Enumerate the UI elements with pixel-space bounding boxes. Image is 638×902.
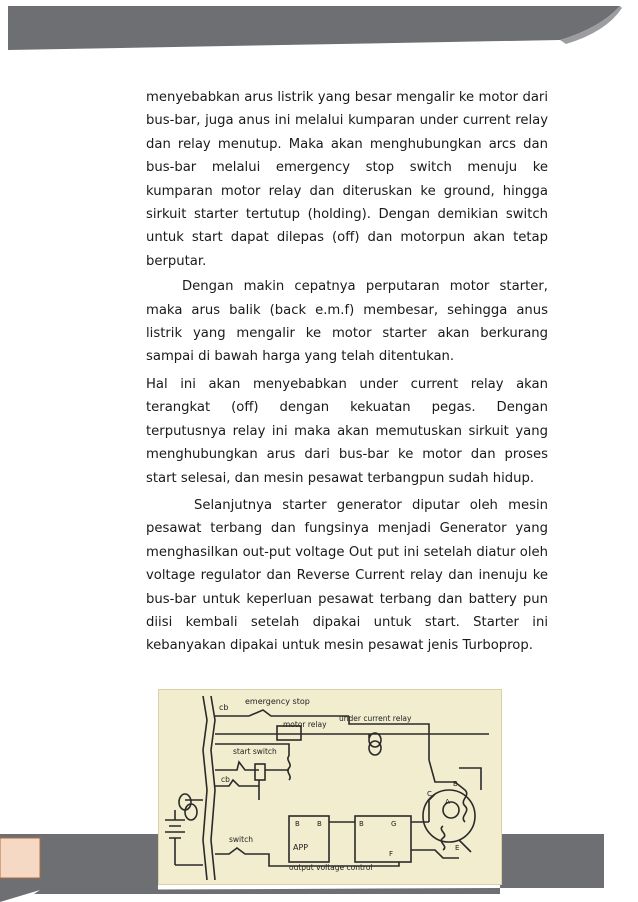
circuit-diagram: [158, 689, 502, 885]
label-under-current-relay: under current relay: [339, 714, 412, 723]
label-term-e: E: [455, 844, 460, 852]
header-band: [0, 0, 638, 60]
paragraph-3: Hal ini akan menyebabkan under current relay akan terangkat (off) dengan kekuatan pegas. Dengan terputusnya relay ini maka akan memutuskan sirkuit yang menghubungkan arus dari bus-bar ke motor dan proses start selesai, dan mesin pesawat terbangpun sudah hidup.: [146, 376, 548, 486]
label-cb-top: cb: [219, 703, 229, 712]
label-start-switch: start switch: [233, 747, 277, 756]
label-motor-relay: motor relay: [283, 720, 327, 729]
paragraph-4: Selanjutnya starter generator diputar oleh mesin pesawat terbang dan fungsinya menjadi Generator yang menghasilkan out-put voltage Out put ini setelah diatur oleh voltage regulator dan Reverse Current relay dan inenuju ke bus-bar untuk keperluan pesawat terbang dan battery pun diisi kembali setelah dipakai untuk start. Starter ini kebanyakan dipakai untuk mesin pesawat jenis Turboprop.: [146, 497, 548, 654]
label-term-b2: B: [317, 820, 322, 828]
label-term-f: F: [389, 850, 394, 858]
label-cb-mid: cb: [221, 775, 230, 784]
label-term-g: G: [391, 820, 397, 828]
label-term-b1: B: [295, 820, 300, 828]
label-term-b3: B: [359, 820, 364, 828]
label-emergency-stop: emergency stop: [245, 697, 310, 706]
label-output-voltage-control: output voltage control: [289, 863, 373, 872]
label-term-a: A: [445, 798, 450, 806]
label-term-b4: B: [453, 780, 458, 788]
label-app: APP: [293, 843, 309, 852]
paragraph-1: menyebabkan arus listrik yang besar mengalir ke motor dari bus-bar, juga anus ini melalui kumparan under current relay dan relay menutup. Maka akan menghubungkan arcs dan bus-bar melalui emergency stop switch menuju ke kumparan motor relay dan diteruskan ke ground, hingga sirkuit starter tertutup (holding). Dengan demikian switch untuk start dapat dilepas (off) dan motorpun akan tetap berputar.: [146, 90, 548, 269]
footer-accent-box: [0, 838, 40, 878]
body-text: [146, 86, 548, 658]
label-switch: switch: [229, 835, 253, 844]
paragraph-2: Dengan makin cepatnya perputaran motor starter, maka arus balik (back e.m.f) membesar, sehingga anus listrik yang mengalir ke motor starter akan berkurang sampai di bawah harga yang telah ditentukan.: [146, 279, 548, 365]
label-term-c: C: [427, 790, 432, 798]
